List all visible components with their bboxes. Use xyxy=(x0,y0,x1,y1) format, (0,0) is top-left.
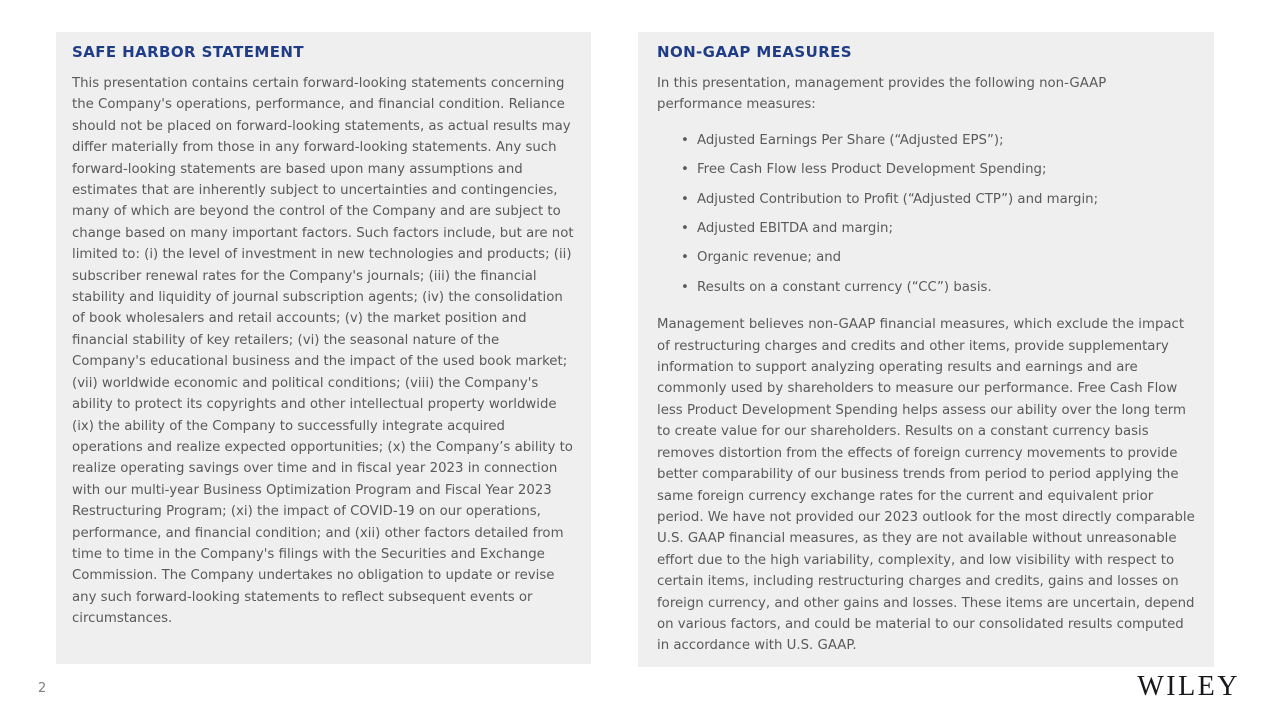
bullet-icon: • xyxy=(681,162,689,178)
bullet-icon: • xyxy=(681,279,689,295)
safe-harbor-heading: SAFE HARBOR STATEMENT xyxy=(72,43,304,61)
non-gaap-intro: In this presentation, management provides the following non-GAAP performance measures: xyxy=(657,76,1107,113)
list-item xyxy=(657,277,1195,298)
list-item xyxy=(657,247,1195,268)
list-item xyxy=(657,189,1195,210)
list-item xyxy=(657,218,1195,239)
list-item-label: Free Cash Flow less Product Development Spending; xyxy=(697,162,1047,178)
bullet-icon: • xyxy=(681,191,689,207)
safe-harbor-panel xyxy=(56,32,591,664)
list-item-label: Results on a constant currency (“CC”) basis. xyxy=(697,279,992,295)
page-number: 2 xyxy=(38,681,47,696)
non-gaap-measures-list xyxy=(657,130,1195,298)
list-item xyxy=(657,130,1195,151)
non-gaap-heading: NON-GAAP MEASURES xyxy=(657,43,852,61)
bullet-icon: • xyxy=(681,221,689,237)
list-item xyxy=(657,159,1195,180)
non-gaap-body: Management believes non-GAAP financial measures, which exclude the impact of restructuring charges and credits and other items, provide supplementary information to support analyzing operating results and earnings and are commonly used by shareholders to measure our performance. Free Cash Flow less Product Development Spending helps assess our ability over the long term to create value for our shareholders. Results on a constant currency basis removes distortion from the effects of foreign currency movements to provide better comparability of our business trends from period to period applying the same foreign currency exchange rates for the current and equivalent prior period. We have not provided our 2023 outlook for the most directly comparable U.S. GAAP financial measures, as they are not available without unreasonable effort due to the high variability, complexity, and low visibility with respect to certain items, including restructuring charges and credits, gains and losses on foreign currency, and other gains and losses. These items are uncertain, depend on various factors, and could be material to our consolidated results computed in accordance with U.S. GAAP. xyxy=(657,317,1195,654)
list-item-label: Adjusted EBITDA and margin; xyxy=(697,221,893,237)
bullet-icon: • xyxy=(681,250,689,266)
safe-harbor-body: This presentation contains certain forward-looking statements concerning the Company's operations, performance, and financial condition. Reliance should not be placed on forward-looking statements, as actual results may differ materially from those in any forward-looking statements. Any such forward-looking statements are based upon many assumptions and estimates that are inherently subject to uncertainties and contingencies, many of which are beyond the control of the Company and are subject to change based on many important factors. Such factors include, but are not limited to: (i) the level of investment in new technologies and products; (ii) subscriber renewal rates for the Company's journals; (iii) the financial stability and liquidity of journal subscription agents; (iv) the consolidation of book wholesalers and retail accounts; (v) the market position and financial stability of key retailers; (vi) the seasonal nature of the Company's educational business and the impact of the used book market; (vii) worldwide economic and political conditions; (viii) the Company's ability to protect its copyrights and other intellectual property worldwide (ix) the ability of the Company to successfully integrate acquired operations and realize expected opportunities; (x) the Company’s ability to realize operating savings over time and in fiscal year 2023 in connection with our multi-year Business Optimization Program and Fiscal Year 2023 Restructuring Program; (xi) the impact of COVID-19 on our operations, performance, and financial condition; and (xii) other factors detailed from time to time in the Company's filings with the Securities and Exchange Commission. The Company undertakes no obligation to update or revise any such forward-looking statements to reflect subsequent events or circumstances. xyxy=(72,76,574,627)
list-item-label: Adjusted Earnings Per Share (“Adjusted EPS”); xyxy=(697,132,1004,148)
bullet-icon: • xyxy=(681,132,689,148)
non-gaap-panel xyxy=(638,32,1214,667)
list-item-label: Organic revenue; and xyxy=(697,250,842,266)
wiley-logo: WILEY xyxy=(1137,671,1240,702)
list-item-label: Adjusted Contribution to Profit (“Adjusted CTP”) and margin; xyxy=(697,191,1099,207)
